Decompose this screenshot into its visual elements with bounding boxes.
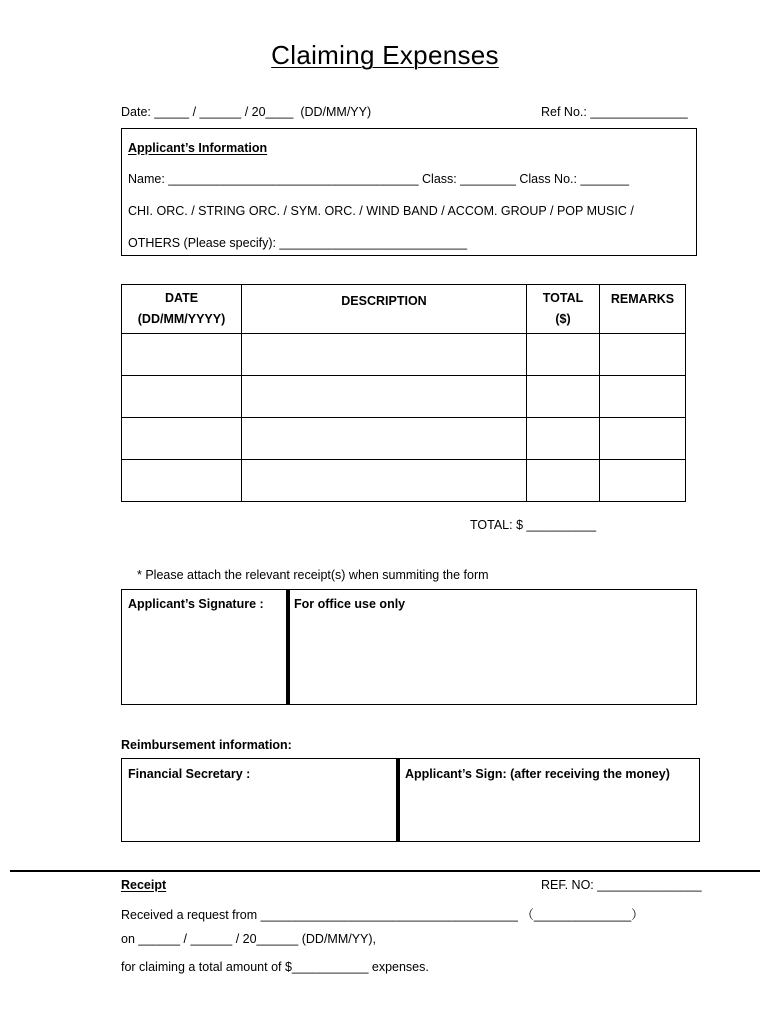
total-cell[interactable] [527, 418, 600, 460]
header-remarks: REMARKS [600, 285, 686, 334]
others-specify-field-line[interactable]: OTHERS (Please specify): ___________________________ [128, 236, 468, 250]
header-total: TOTAL ($) [527, 285, 600, 334]
date-cell[interactable] [122, 334, 242, 376]
group-options-line[interactable]: CHI. ORC. / STRING ORC. / SYM. ORC. / WIND BAND / ACCOM. GROUP / POP MUSIC / [128, 204, 634, 218]
receipt-separator-line [10, 870, 760, 872]
expense-table [121, 284, 686, 502]
remarks-cell[interactable] [600, 334, 686, 376]
description-cell[interactable] [242, 334, 527, 376]
applicant-info-box [121, 128, 697, 256]
reimbursement-box [121, 758, 700, 842]
reimbursement-heading: Reimbursement information: [121, 738, 292, 752]
total-cell[interactable] [527, 334, 600, 376]
remarks-cell[interactable] [600, 460, 686, 502]
applicant-sign-label: Applicant’s Sign: (after receiving the money) [405, 767, 670, 781]
date-cell[interactable] [122, 418, 242, 460]
financial-secretary-label: Financial Secretary : [128, 767, 251, 781]
receipt-ref-no-field-line[interactable]: REF. NO: _______________ [541, 878, 702, 892]
table-row [122, 376, 686, 418]
financial-secretary-sign-area[interactable] [128, 787, 388, 837]
expense-table-header-row [122, 285, 686, 334]
remarks-cell[interactable] [600, 418, 686, 460]
name-class-field-line[interactable]: Name: ____________________________________ Class: ________ Class No.: _______ [128, 172, 630, 186]
signature-box [121, 589, 697, 705]
table-row [122, 334, 686, 376]
remarks-cell[interactable] [600, 376, 686, 418]
applicant-signature-area[interactable] [128, 616, 278, 700]
received-from-field-line[interactable]: Received a request from _____________________________________ （______________） [121, 908, 644, 922]
receipt-heading: Receipt [121, 878, 167, 892]
total-cell[interactable] [527, 460, 600, 502]
date-cell[interactable] [122, 460, 242, 502]
total-cell[interactable] [527, 376, 600, 418]
attach-receipts-note: * Please attach the relevant receipt(s) when summiting the form [137, 568, 489, 582]
applicant-info-heading: Applicant’s Information [128, 141, 268, 155]
receipt-date-field-line[interactable]: on ______ / ______ / 20______ (DD/MM/YY), [121, 932, 377, 946]
date-field-line[interactable]: Date: _____ / ______ / 20____ (DD/MM/YY) [121, 105, 372, 119]
description-cell[interactable] [242, 376, 527, 418]
table-row [122, 418, 686, 460]
ref-no-field-line[interactable]: Ref No.: ______________ [541, 105, 688, 119]
description-cell[interactable] [242, 418, 527, 460]
office-use-label: For office use only [294, 597, 406, 611]
header-description: DESCRIPTION [242, 285, 527, 334]
table-row [122, 460, 686, 502]
description-cell[interactable] [242, 460, 527, 502]
signature-divider [286, 590, 290, 704]
reimbursement-divider [396, 759, 400, 841]
page-title: Claiming Expenses [271, 40, 499, 70]
applicant-sign-area[interactable] [405, 787, 690, 837]
date-cell[interactable] [122, 376, 242, 418]
applicant-signature-label: Applicant’s Signature : [128, 597, 264, 611]
grand-total-field-line[interactable]: TOTAL: $ __________ [470, 518, 597, 532]
amount-field-line[interactable]: for claiming a total amount of $___________ expenses. [121, 960, 429, 974]
header-date: DATE (DD/MM/YYYY) [122, 285, 242, 334]
